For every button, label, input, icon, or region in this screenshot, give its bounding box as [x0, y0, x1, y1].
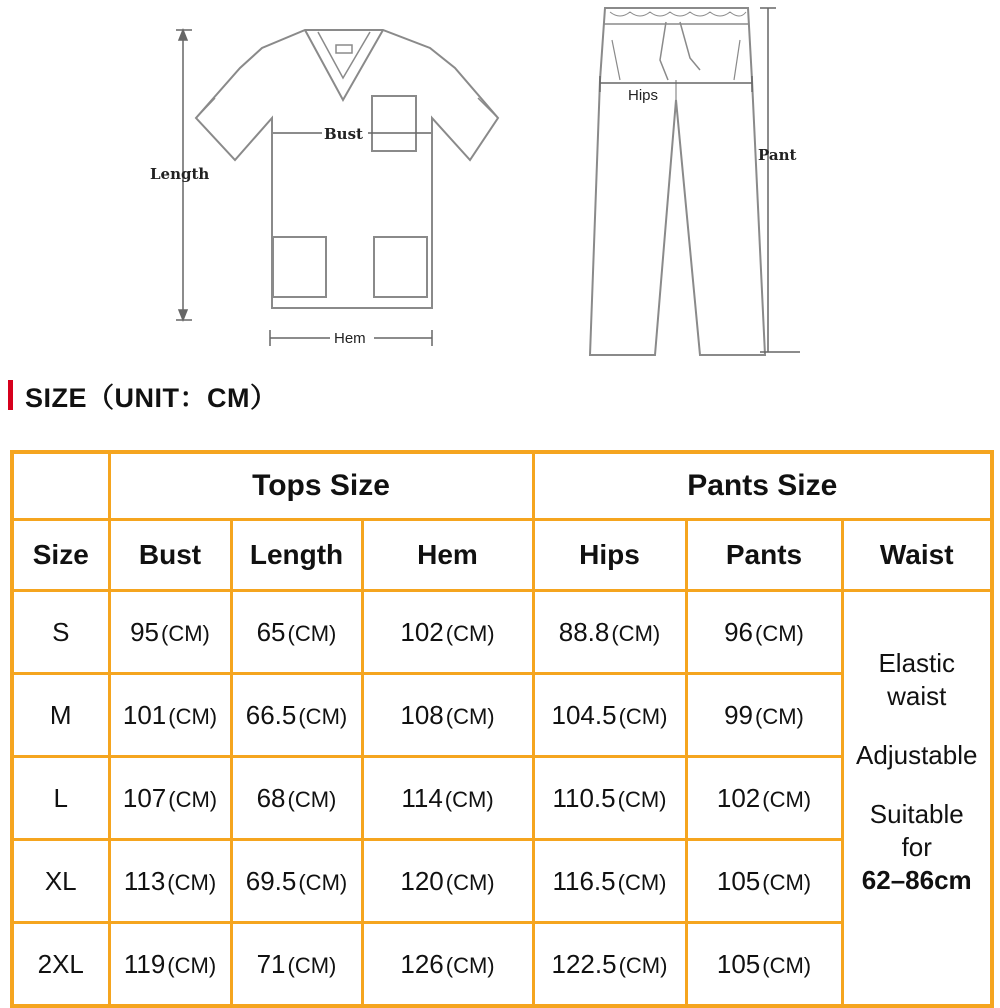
hips-cell: 88.8(CM) — [533, 591, 686, 674]
pants-cell: 105(CM) — [686, 840, 842, 923]
size-table — [10, 450, 994, 1008]
bust-label: Bust — [324, 125, 363, 143]
pant-length-dimension-line — [760, 8, 800, 352]
size-cell: XL — [12, 840, 109, 923]
length-cell: 66.5(CM) — [231, 674, 362, 757]
pant-label: Pant — [758, 146, 797, 164]
pants-cell: 102(CM) — [686, 757, 842, 840]
garment-sketches — [0, 0, 1000, 370]
hips-label: Hips — [628, 87, 659, 104]
heading-accent-bar — [8, 380, 13, 410]
length-cell: 71(CM) — [231, 923, 362, 1007]
col-header-bust: Bust — [109, 520, 231, 591]
waist-note-line: for — [901, 832, 932, 862]
corner-cell — [12, 452, 109, 520]
hips-cell: 110.5(CM) — [533, 757, 686, 840]
col-header-waist: Waist — [842, 520, 992, 591]
waist-note-line: waist — [887, 681, 947, 711]
col-header-hem: Hem — [362, 520, 533, 591]
bust-cell: 113(CM) — [109, 840, 231, 923]
size-heading — [8, 378, 278, 412]
table-row — [12, 591, 992, 674]
hips-cell: 122.5(CM) — [533, 923, 686, 1007]
hem-cell: 108(CM) — [362, 674, 533, 757]
hips-cell: 116.5(CM) — [533, 840, 686, 923]
length-cell: 65(CM) — [231, 591, 362, 674]
hem-label: Hem — [334, 330, 366, 347]
length-cell: 69.5(CM) — [231, 840, 362, 923]
bust-cell: 101(CM) — [109, 674, 231, 757]
measurement-diagram — [0, 0, 1000, 370]
hips-cell: 104.5(CM) — [533, 674, 686, 757]
hem-cell: 120(CM) — [362, 840, 533, 923]
col-header-size: Size — [12, 520, 109, 591]
size-cell: 2XL — [12, 923, 109, 1007]
scrub-top-sketch — [196, 30, 498, 308]
size-cell: M — [12, 674, 109, 757]
pants-sketch — [590, 8, 765, 355]
pants-size-header: Pants Size — [533, 452, 992, 520]
pants-cell: 96(CM) — [686, 591, 842, 674]
waist-note-line: Adjustable — [856, 740, 978, 770]
col-header-length: Length — [231, 520, 362, 591]
column-header-row — [12, 520, 992, 591]
waist-note-line: Suitable — [869, 799, 964, 829]
waist-range: 62–86cm — [861, 865, 972, 895]
bust-cell: 119(CM) — [109, 923, 231, 1007]
pants-cell: 99(CM) — [686, 674, 842, 757]
size-cell: S — [12, 591, 109, 674]
tops-size-header: Tops Size — [109, 452, 533, 520]
length-cell: 68(CM) — [231, 757, 362, 840]
size-chart — [10, 450, 990, 994]
bust-cell: 107(CM) — [109, 757, 231, 840]
hem-cell: 102(CM) — [362, 591, 533, 674]
bust-cell: 95(CM) — [109, 591, 231, 674]
length-label: Length — [150, 165, 210, 183]
col-header-hips: Hips — [533, 520, 686, 591]
waist-note-cell — [842, 591, 992, 1007]
size-heading-text: SIZE（UNIT：CM） — [25, 382, 278, 413]
hem-cell: 126(CM) — [362, 923, 533, 1007]
hem-cell: 114(CM) — [362, 757, 533, 840]
waist-note-line: Elastic — [878, 648, 956, 678]
group-header-row — [12, 452, 992, 520]
pants-cell: 105(CM) — [686, 923, 842, 1007]
size-cell: L — [12, 757, 109, 840]
col-header-pants: Pants — [686, 520, 842, 591]
